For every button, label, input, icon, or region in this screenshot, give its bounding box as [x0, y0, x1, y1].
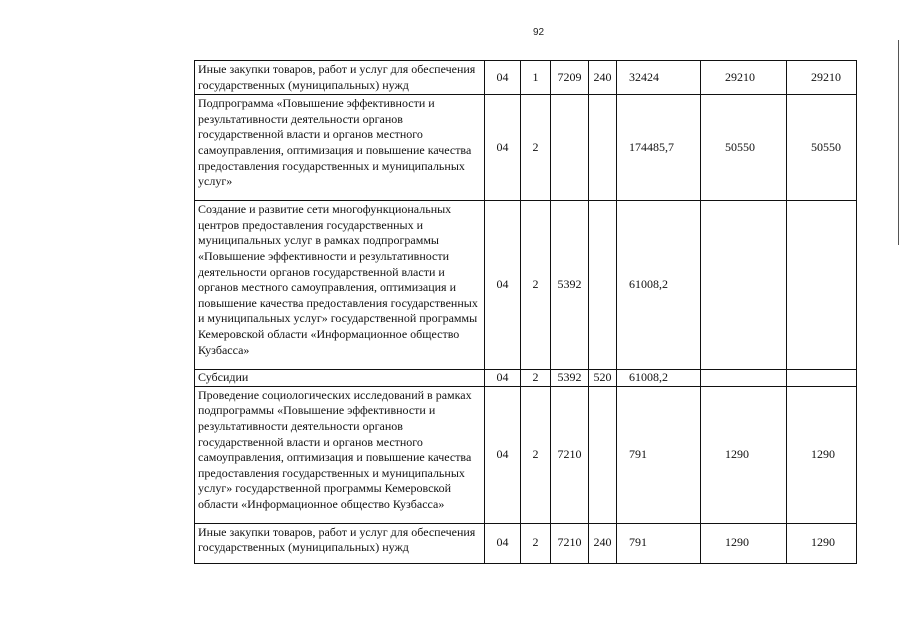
- row-name: Иные закупки товаров, работ и услуг для обеспечения государственных (муниципальных) нужд: [195, 61, 485, 95]
- row-name: Иные закупки товаров, работ и услуг для обеспечения государственных (муниципальных) нужд: [195, 523, 485, 563]
- amount-1-cell: 61008,2: [617, 201, 701, 370]
- amount-3-cell: 1290: [787, 523, 857, 563]
- section-cell: 04: [485, 61, 521, 95]
- program-cell: 2: [521, 95, 551, 201]
- row-name: Создание и развитие сети многофункциональных центров предоставления государственных и муниципальных услуг в рамках подпрограммы «Повышение эффективности и результативности деятельности органов государственной власти и органов местного самоуправления, оптимизация и повышение качества предоставления государственных и муниципальных услуг» государственной программы Кемеровской области «Информационное общество Кузбасса»: [195, 201, 485, 370]
- table-row: [195, 201, 857, 370]
- amount-2-cell: 29210: [701, 61, 787, 95]
- table-row: [195, 95, 857, 201]
- amount-1-cell: 791: [617, 523, 701, 563]
- expense-type-cell: 240: [589, 61, 617, 95]
- code-cell: 7210: [551, 523, 589, 563]
- expense-type-cell: 520: [589, 370, 617, 387]
- code-cell: 7209: [551, 61, 589, 95]
- amount-2-cell: 50550: [701, 95, 787, 201]
- program-cell: 1: [521, 61, 551, 95]
- amount-3-cell: [787, 201, 857, 370]
- section-cell: 04: [485, 95, 521, 201]
- code-cell: 5392: [551, 201, 589, 370]
- amount-3-cell: [787, 370, 857, 387]
- code-cell: [551, 95, 589, 201]
- table-row: [195, 386, 857, 523]
- amount-2-cell: 1290: [701, 523, 787, 563]
- amount-3-cell: 50550: [787, 95, 857, 201]
- section-cell: 04: [485, 523, 521, 563]
- section-cell: 04: [485, 201, 521, 370]
- section-cell: 04: [485, 386, 521, 523]
- table-row: [195, 61, 857, 95]
- amount-2-cell: 1290: [701, 386, 787, 523]
- row-name: Подпрограмма «Повышение эффективности и результативности деятельности органов государственной власти и органов местного самоуправления, оптимизация и повышение качества предоставления государственных и муниципальных услуг»: [195, 95, 485, 201]
- program-cell: 2: [521, 370, 551, 387]
- page-number: 92: [533, 27, 545, 38]
- amount-1-cell: 32424: [617, 61, 701, 95]
- amount-1-cell: 174485,7: [617, 95, 701, 201]
- row-name: Субсидии: [195, 370, 485, 387]
- section-cell: 04: [485, 370, 521, 387]
- amount-1-cell: 61008,2: [617, 370, 701, 387]
- amount-2-cell: [701, 201, 787, 370]
- expense-type-cell: [589, 201, 617, 370]
- table-row: [195, 370, 857, 387]
- program-cell: 2: [521, 386, 551, 523]
- expense-type-cell: 240: [589, 523, 617, 563]
- amount-2-cell: [701, 370, 787, 387]
- code-cell: 7210: [551, 386, 589, 523]
- amount-3-cell: 29210: [787, 61, 857, 95]
- expense-type-cell: [589, 95, 617, 201]
- amount-1-cell: 791: [617, 386, 701, 523]
- program-cell: 2: [521, 523, 551, 563]
- program-cell: 2: [521, 201, 551, 370]
- expense-type-cell: [589, 386, 617, 523]
- code-cell: 5392: [551, 370, 589, 387]
- row-name: Проведение социологических исследований в рамках подпрограммы «Повышение эффективности и результативности деятельности органов государственной власти и органов местного самоуправления, оптимизация и повышение качества предоставления государственных и муниципальных услуг» государственной программы Кемеровской области «Информационное общество Кузбасса»: [195, 386, 485, 523]
- amount-3-cell: 1290: [787, 386, 857, 523]
- table-row: [195, 523, 857, 563]
- budget-table: [194, 60, 857, 564]
- scan-edge-line: [898, 40, 899, 245]
